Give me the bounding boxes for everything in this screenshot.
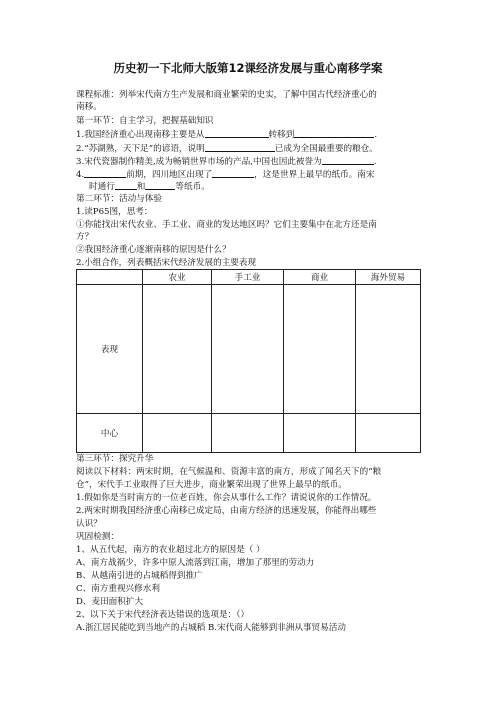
section1-q4-cont: 时通行 和 等纸币。 xyxy=(89,182,210,192)
answer-blank[interactable] xyxy=(205,128,269,138)
page-title: 历史初一下北师大版第12课经济发展与重心南移学案 xyxy=(113,61,383,75)
table-header-row xyxy=(77,270,421,285)
table-cell[interactable] xyxy=(143,285,212,414)
section2-q2: 2.小组合作，列表概括宋代经济发展的主要表现 xyxy=(76,258,257,268)
table-header-cell: 商业 xyxy=(284,270,356,285)
quiz-q1-option-b: B、从越南引进的占城稻得到推广 xyxy=(76,571,203,581)
section2-q1b: ②我国经济重心逐渐南移的原因是什么？ xyxy=(76,245,231,255)
answer-blank[interactable] xyxy=(115,180,137,190)
table-cell[interactable] xyxy=(212,285,284,414)
table-cell[interactable] xyxy=(356,285,421,414)
answer-blank[interactable] xyxy=(322,155,374,165)
table-cell[interactable] xyxy=(143,414,212,453)
table-cell[interactable] xyxy=(212,414,284,453)
answer-blank[interactable] xyxy=(205,142,275,152)
table-header-cell: 农业 xyxy=(143,270,212,285)
course-standard-line1: 课程标准：列举宋代南方生产发展和商业繁荣的史实，了解中国古代经济重心的 xyxy=(76,90,377,100)
table-header-cell: 手工业 xyxy=(212,270,284,285)
section3-q2-line1: 2.两宋时期我国经济重心南移已成定局，由南方经济的迅速发展，你能得出哪些 xyxy=(76,506,377,516)
table-cell[interactable] xyxy=(284,414,356,453)
quiz-q1-option-a: A、南方战祸少，许多中原人流落到江南，增加了那里的劳动力 xyxy=(76,558,315,568)
answer-blank[interactable] xyxy=(145,180,175,190)
quiz-q1-option-c: C、南方重视兴修水利 xyxy=(76,584,160,594)
section1-q2: 2.“苏湖熟，天下足”的谚语，说明 已成为全国最重要的粮仓。 xyxy=(76,144,378,154)
table-cell[interactable] xyxy=(356,414,421,453)
section2-q1: 1.读P65图，思考： xyxy=(76,207,153,217)
table-row xyxy=(77,414,421,453)
section3-text-line2: 仓”，宋代手工业取得了巨大进步，商业繁荣出现了世界上最早的纸币。 xyxy=(76,480,347,490)
section1-q4: 4. 前期，四川地区出现了 ，这是世界上最早的纸币。南宋 xyxy=(76,170,375,180)
section1-q3: 3.宋代瓷器制作精美,成为畅销世界市场的产品,中国也因此被誉为 . xyxy=(76,157,377,167)
section2-q1a-line2: 方？ xyxy=(76,232,94,242)
section3-heading: 第三环节：探究升华 xyxy=(76,454,154,464)
section1-heading: 第一环节：自主学习，把握基础知识 xyxy=(76,116,214,126)
economy-summary-table xyxy=(76,269,421,453)
table-header-cell: 海外贸易 xyxy=(356,270,421,285)
table-header-cell xyxy=(77,270,143,285)
section1-q1: 1.我国经济重心出现南移主要是从 转移到 . xyxy=(76,130,378,140)
section3-q1: 1.假如你是当时南方的一位老百姓，你会从事什么工作？请说说你的工作情况。 xyxy=(76,493,377,503)
quiz-q2-options-ab: A.浙江居民能吃到当地产的占城稻 B.宋代商人能够到非洲从事贸易活动 xyxy=(76,623,346,633)
answer-blank[interactable] xyxy=(294,128,374,138)
section3-text-line1: 阅读以下材料：两宋时期，在气候温和、资源丰富的南方，形成了闻名天下的“粮 xyxy=(76,467,382,477)
section3-q2-line2: 认识？ xyxy=(76,519,102,529)
quiz-q2: 2、以下关于宋代经济表达错误的选项是：（） xyxy=(76,610,250,620)
section2-heading: 第二环节：活动与体验 xyxy=(76,194,162,204)
answer-blank[interactable] xyxy=(212,168,254,178)
course-standard-line2: 南移。 xyxy=(76,102,102,112)
table-row xyxy=(77,285,421,414)
quiz-q1: 1、从五代起，南方的农业超过北方的原因是（ ） xyxy=(76,545,265,555)
row-label: 表现 xyxy=(77,285,143,414)
answer-blank[interactable] xyxy=(84,168,126,178)
table-cell[interactable] xyxy=(284,285,356,414)
quiz-heading: 巩固检测： xyxy=(76,532,119,542)
quiz-q1-option-d: D、麦田面积扩大 xyxy=(76,597,144,607)
row-label: 中心 xyxy=(77,414,143,453)
section2-q1a-line1: ①你能找出宋代农业、手工业、商业的发达地区吗？它们主要集中在北方还是南 xyxy=(76,220,377,230)
